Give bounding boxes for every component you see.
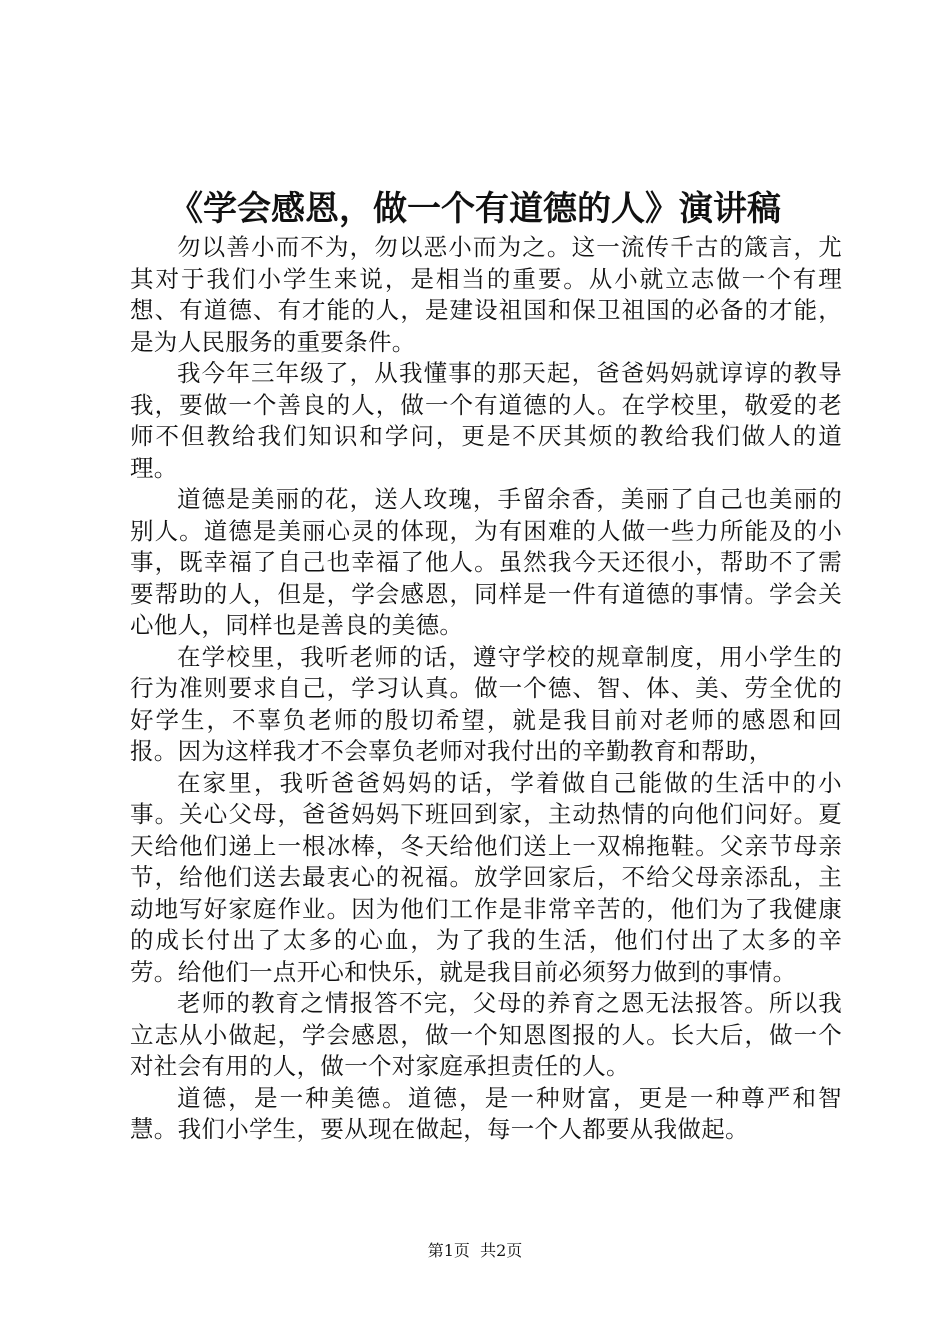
paragraph-2: 我今年三年级了，从我懂事的那天起，爸爸妈妈就谆谆的教导我，要做一个善良的人，做一个有道德的人。在学校里，敬爱的老师不但教给我们知识和学问，更是不厌其烦的教给我们做人的道理。 — [130, 359, 842, 482]
document-body — [130, 232, 842, 1146]
paragraph-6: 老师的教育之情报答不完，父母的养育之恩无法报答。所以我立志从小做起，学会感恩，做一个知恩图报的人。长大后，做一个对社会有用的人，做一个对家庭承担责任的人。 — [130, 989, 842, 1080]
document-title: 《学会感恩，做一个有道德的人》演讲稿 — [169, 189, 781, 229]
paragraph-4: 在学校里，我听老师的话，遵守学校的规章制度，用小学生的行为准则要求自己，学习认真。做一个德、智、体、美、劳全优的好学生，不辜负老师的殷切希望，就是我目前对老师的感恩和回报。因为这样我才不会辜负老师对我付出的辛勤教育和帮助， — [130, 642, 842, 765]
paragraph-7: 道德，是一种美德。道德，是一种财富，更是一种尊严和智慧。我们小学生，要从现在做起，每一个人都要从我做起。 — [130, 1083, 842, 1143]
paragraph-3: 道德是美丽的花，送人玫瑰，手留余香，美丽了自己也美丽的别人。道德是美丽心灵的体现，为有困难的人做一些力所能及的小事，既幸福了自己也幸福了他人。虽然我今天还很小，帮助不了需要帮助的人，但是，学会感恩，同样是一件有道德的事情。学会关心他人，同样也是善良的美德。 — [130, 485, 842, 639]
page-number-footer: 第1页 共2页 — [427, 1241, 523, 1260]
paragraph-5: 在家里，我听爸爸妈妈的话，学着做自己能做的生活中的小事。关心父母，爸爸妈妈下班回到家，主动热情的向他们问好。夏天给他们递上一根冰棒，冬天给他们送上一双棉拖鞋。父亲节母亲节，给他们送去最衷心的祝福。放学回家后，不给父母亲添乱，主动地写好家庭作业。因为他们工作是非常辛苦的，他们为了我健康的成长付出了太多的心血，为了我的生活，他们付出了太多的辛劳。给他们一点开心和快乐，就是我目前必须努力做到的事情。 — [130, 768, 842, 986]
paragraph-1: 勿以善小而不为，勿以恶小而为之。这一流传千古的箴言，尤其对于我们小学生来说，是相当的重要。从小就立志做一个有理想、有道德、有才能的人，是建设祖国和保卫祖国的必备的才能，是为人民服务的重要条件。 — [130, 233, 842, 356]
